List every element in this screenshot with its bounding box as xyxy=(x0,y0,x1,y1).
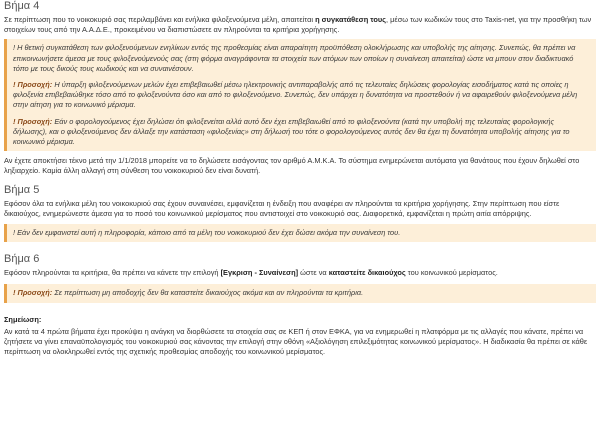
new-child-info: Αν έχετε αποκτήσει τέκνο μετά την 1/1/2018 μπορείτε να το δηλώσετε εισάγοντας τον αριθμό Α.Μ.Κ.Α. Το σύστημα ενημερώνεται αυτόματα για θανάτους που έχουν δηλωθεί στο ληξιαρχείο. Καμία άλλη αλλαγή στη σύνθεση του νοικοκυριού δεν είναι δυνατή. xyxy=(4,156,580,176)
unconfirmed-hosting-note xyxy=(13,117,588,148)
step-5-notice-box xyxy=(4,224,596,242)
missing-consent-note: ! Εάν δεν εμφανιστεί αυτή η πληροφορία, κάποιο από τα μέλη του νοικοκυριού δεν έχει δώσει ακόμα την συναίνεση του. xyxy=(13,228,401,238)
warning-label: ! Προσοχή: xyxy=(13,116,53,126)
step-6-text-mid: ώστε να xyxy=(298,268,329,278)
consent-required-note: ! Η θετική συγκατάθεση των φιλοξενούμενων ενηλίκων εντός της προθεσμίας είναι απαραίτητη προϋπόθεση ολοκλήρωσης και υποβολής της αίτησης. Συνεπώς, θα πρέπει να επικοινωνήσετε άμεσα με τους φιλοξενούμενούς σας (στη φόρμα αναγράφονται τα στοιχεία των ατόμων των οποίων η συναίνεση απαιτείται) ώστε να μπουν στον διαδικτυακό τόπο με τους δικούς τους κωδικούς και να συναινέσουν. xyxy=(13,43,576,73)
step-5-section xyxy=(4,184,596,243)
remark-text: Αν κατά τα 4 πρώτα βήματα έχει προκύψει η ανάγκη να διορθώσετε τα στοιχεία σας σε ΚΕΠ ή στον ΕΦΚΑ, για να ενημερωθεί η πλατφόρμα με τις αλλαγές που κάνατε, πρέπει να ζητήσετε να γίνει επαναϋπολογισμός του νοικοκυριού σας κάνοντας την επιλογή στην οθόνη «Αξιολόγηση επιλεξιμότητας κοινωνικού μερίσματος». Η διαδικασία θα πρέπει σε κάθε περίπτωση να ολοκληρωθεί εντός της σχετικής προθεσμίας αποδοχής του κοινωνικού μερίσματος. xyxy=(4,326,588,357)
step-6-notice-box xyxy=(4,284,596,302)
hosted-members-note-text: Η ύπαρξη φιλοξενούμενων μελών έχει επιβεβαιωθεί μέσω ηλεκτρονικής αντιπαραβολής από τις τελευταίες δηλώσεις φορολογίας εισοδήματος κατά τις οποίες η φιλοξενία επιβεβαιώθηκε τόσο από το φιλοξενούντα όσο και από το φιλοξενούμενο. Συνεπώς, δεν υπάρχει η δυνατότητα να προστεθούν ή να αφαιρεθούν φιλοξενούμενα μέλη στην αίτηση για το κοινωνικό μέρισμα. xyxy=(13,80,578,110)
unconfirmed-hosting-note-text: Εάν ο φορολογούμενος έχει δηλώσει ότι φιλοξενείται αλλά αυτό δεν έχει επιβεβαιωθεί από το φιλοξενούντα (κατά την υποβολή της τελευταίας φορολογικής δήλωσης), και ο φιλοξενούμενος δεν άλλαξε την κατάσταση «φιλοξενίας» στη δήλωσή του τότε ο φορολογούμενος αυτός δεν θα έχει τη δυνατότητα υποβολής αίτησης για το κοινωνικό μέρισμα. xyxy=(13,116,570,147)
step-5-text: Εφόσον όλα τα ενήλικα μέλη του νοικοκυριού σας έχουν συναινέσει, εμφανίζεται η ένδειξη που αναφέρει αν πληρούνται τα κριτήρια χορήγησης. Στην περίπτωση που είστε δικαιούχος, ενημερώνεστε άμεσα για το ποσό του κοινωνικού μερίσματος που αντιστοιχεί στο νοικοκυριό σας. Διαφορετικά, εμφανίζεται η πρώτη αιτία απόρριψης. xyxy=(4,198,560,218)
step-4-intro-rest: , μέσω των κωδικών τους στο Taxis-net, για την προσθήκη των στοιχείων τους από την Α.Α.Δ.Ε., προκειμένου να διαπιστώσετε αν πληρούνται τα κριτήρια χορήγησης. xyxy=(4,15,592,35)
warning-label: ! Προσοχή: xyxy=(13,288,53,298)
consent-emphasis: η συγκατάθεση τους xyxy=(315,15,387,24)
step-6-section xyxy=(4,253,596,302)
step-4-intro xyxy=(4,15,596,35)
non-acceptance-note-text: Σε περίπτωση μη αποδοχής δεν θα καταστείτε δικαιούχος ακόμα και αν πληρούνται τα κριτήρια. xyxy=(52,288,364,298)
step-4-section xyxy=(4,0,596,177)
hosted-members-note xyxy=(13,80,588,111)
step-6-text-start: Εφόσον πληρούνται τα κριτήρια, θα πρέπει να κάνετε την επιλογή xyxy=(4,268,221,278)
step-6-heading: Βήμα 6 xyxy=(4,253,40,266)
step-5-heading: Βήμα 5 xyxy=(4,183,40,196)
step-6-text xyxy=(4,268,596,278)
remark-title: Σημείωση: xyxy=(4,314,42,324)
warning-label: ! Προσοχή: xyxy=(13,80,53,90)
remark-section xyxy=(4,315,596,358)
step-6-text-end: του κοινωνικού μερίσματος. xyxy=(405,268,498,278)
step-4-notice-box xyxy=(4,39,596,151)
step-4-intro-text: Σε περίπτωση που το νοικοκυριό σας περιλαμβάνει και ενήλικα φιλοξενούμενα μέλη, απαιτείται xyxy=(4,15,316,24)
approval-option-label: [Εγκριση - Συναίνεση] xyxy=(220,268,299,278)
step-4-heading: Βήμα 4 xyxy=(4,0,40,12)
non-acceptance-note xyxy=(13,288,588,298)
beneficiary-emphasis: καταστείτε δικαιούχος xyxy=(328,268,406,278)
